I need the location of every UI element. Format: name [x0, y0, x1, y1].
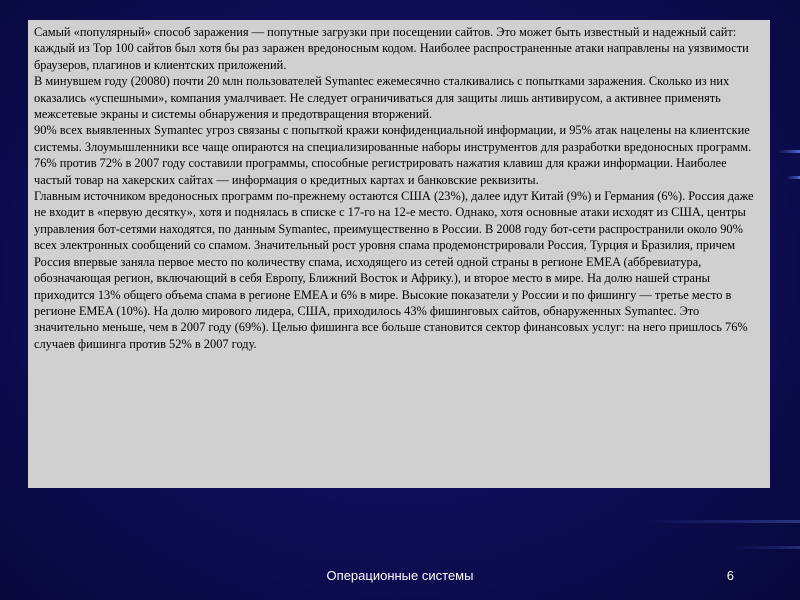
- paragraph-malware-sources: Главным источником вредоносных программ по-прежнему остаются США (23%), далее идут Китай (9%) и Германия (6%). Россия даже не входит в «первую десятку», хотя и поднялась в списке с 17-го на 12-е место. Однако, хотя основные атаки исходят из США, центры управления бот-сетями находятся, по данным Symantec, преимущественно в России. В 2008 году бот-сети распространили около 90% всех электронных сообщений со спамом. Значительный рост уровня спама продемонстрировали Россия, Турция и Бразилия, причем Россия впервые заняла первое место по количеству спама, исходящего из сетей одной страны в регионе EMEA (аббревиатура, обозначающая регион, включающий в себя Европу, Ближний Восток и Африку.), и второе место в мире. На долю нашей страны приходится 13% общего объема спама в регионе EMEA и 6% в мире. Высокие показатели у России и по фишингу — третье место в регионе EMEA (10%). На долю мирового лидера, США, приходилось 43% фишинговых сайтов, обнаруженных Symantec. Это значительно меньше, чем в 2007 году (69%). Целью фишинга все больше становится сектор финансовых услуг: на него пришлось 76% случаев фишинга против 52% в 2007 году.: [34, 189, 754, 351]
- paragraph-drive-by-downloads: Самый «популярный» способ заражения — попутные загрузки при посещении сайтов. Это может быть известный и надежный сайт: каждый из Top 100 сайтов был хотя бы раз заражен вредоносным кодом. Наиболее распространенные атаки направлены на уязвимости браузеров, плагинов и клиентских приложений.: [34, 25, 749, 72]
- page-number: 6: [726, 568, 734, 583]
- paragraph-infection-attempts: В минувшем году (20080) почти 20 млн пользователей Symantec ежемесячно сталкивались с попытками заражения. Сколько из них оказались «успешными», компания умалчивает. Не следует ограничиваться для защиты лишь антивирусом, а активнее применять межсетевые экраны и системы обнаружения и предотвращения вторжений.: [34, 74, 730, 122]
- paragraph-confidential-data-theft: 90% всех выявленных Symantec угроз связаны с попыткой кражи конфиденциальной информации, и 95% атак нацелены на клиентские системы. Злоумышленники все чаще опираются на специализированные наборы инструментов для разработки вредоносных программ. 76% против 72% в 2007 году составили программы, способные регистрировать нажатия клавиш для кражи информации. Наиболее частый товар на хакерских сайтах — информация о кредитных картах и банковские реквизиты.: [34, 123, 752, 187]
- slide-footer: [0, 568, 800, 590]
- footer-title: Операционные системы: [326, 568, 474, 583]
- slide-text-box: [28, 20, 770, 488]
